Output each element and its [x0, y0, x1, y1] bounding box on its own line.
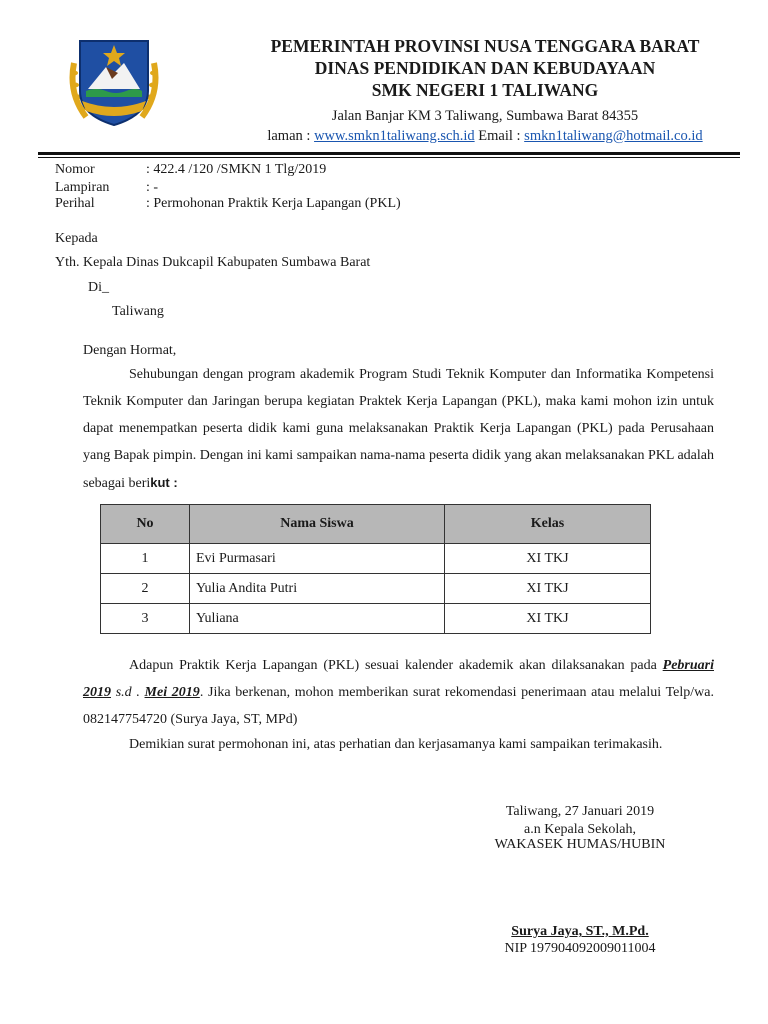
letterhead-line-1: PEMERINTAH PROVINSI NUSA TENGGARA BARAT [270, 36, 700, 56]
recipient-city: Taliwang [112, 304, 164, 319]
greeting: Dengan Hormat, [83, 343, 177, 358]
website-link[interactable]: www.smkn1taliwang.sch.id [314, 128, 475, 144]
nomor-value: : 422.4 /120 /SMKN 1 Tlg/2019 [146, 162, 327, 177]
paragraph-intro [83, 361, 714, 497]
header-divider-thick [38, 152, 740, 155]
kepada: Kepada [55, 231, 98, 246]
email-link[interactable]: smkn1taliwang@hotmail.co.id [524, 128, 703, 144]
header-kelas: Kelas [445, 505, 651, 544]
nomor-label: Nomor [55, 162, 95, 177]
signer-name: Surya Jaya, ST., M.Pd. [511, 924, 649, 939]
lampiran-label: Lampiran [55, 180, 110, 195]
row-kelas: XI TKJ [445, 574, 651, 604]
perihal-value: : Permohonan Praktik Kerja Lapangan (PKL) [146, 196, 401, 211]
perihal-label: Perihal [55, 196, 95, 211]
header-no: No [101, 505, 190, 544]
schedule-text-start: Adapun Praktik Kerja Lapangan (PKL) sesuai kalender akademik akan dilaksanakan pada [129, 658, 663, 673]
signer-title: WAKASEK HUMAS/HUBIN [494, 837, 666, 852]
row-kelas: XI TKJ [445, 604, 651, 634]
row-nama: Yulia Andita Putri [190, 574, 445, 604]
table-row [101, 604, 651, 634]
student-table [100, 504, 651, 634]
row-kelas: XI TKJ [445, 544, 651, 574]
table-row [101, 574, 651, 604]
row-nama: Yuliana [190, 604, 445, 634]
web-label: laman : [267, 128, 315, 144]
signer-nip: NIP 197904092009011004 [504, 941, 656, 956]
provincial-logo [66, 33, 162, 129]
row-no: 1 [101, 544, 190, 574]
row-no: 3 [101, 604, 190, 634]
letterhead-line-2: DINAS PENDIDIKAN DAN KEBUDAYAAN [314, 58, 656, 78]
date-to: Mei 2019 [144, 685, 200, 700]
paragraph-schedule [83, 652, 714, 733]
paragraph-intro-end: kut : [150, 475, 178, 490]
email-label: Email : [474, 128, 525, 144]
row-no: 2 [101, 574, 190, 604]
table-row [101, 544, 651, 574]
header-divider-thin [38, 157, 740, 158]
recipient-di: Di_ [88, 280, 109, 295]
paragraph-intro-text: Sehubungan dengan program akademik Program Studi Teknik Komputer dan Informatika Kompetensi Teknik Komputer dan Jaringan berupa kegiatan Praktek Kerja Lapangan (PKL), maka kami mohon izin untuk dapat menempatkan peserta didik kami guna melaksanakan Praktik Kerja Lapangan (PKL) pada Perusahaan yang Bapak pimpin. Dengan ini kami sampaikan nama-nama peserta didik yang akan melaksanakan PKL adalah sebagai beri [83, 367, 714, 491]
place-date: Taliwang, 27 Januari 2019 [505, 804, 655, 819]
school-address: Jalan Banjar KM 3 Taliwang, Sumbawa Barat 84355 [331, 108, 639, 124]
table-header-row [101, 505, 651, 544]
on-behalf: a.n Kepala Sekolah, [524, 822, 636, 837]
schedule-text-rest: . Jika berkenan, mohon memberikan surat rekomendasi penerimaan atau melalui Telp/wa. 082147754720 (Surya Jaya, ST, MPd) [83, 685, 715, 727]
date-from: Pebruari 2019 [83, 658, 714, 700]
contact-line [200, 126, 768, 146]
header-nama: Nama Siswa [190, 505, 445, 544]
row-nama: Evi Purmasari [190, 544, 445, 574]
sd-text: s.d . [111, 685, 145, 700]
recipient-yth: Yth. Kepala Dinas Dukcapil Kabupaten Sumbawa Barat [55, 255, 371, 270]
letterhead-line-3: SMK NEGERI 1 TALIWANG [371, 80, 599, 100]
paragraph-closing: Demikian surat permohonan ini, atas perhatian dan kerjasamanya kami sampaikan terimakasih. [129, 737, 663, 752]
lampiran-value: : - [146, 180, 159, 195]
letterhead-title [200, 35, 768, 101]
